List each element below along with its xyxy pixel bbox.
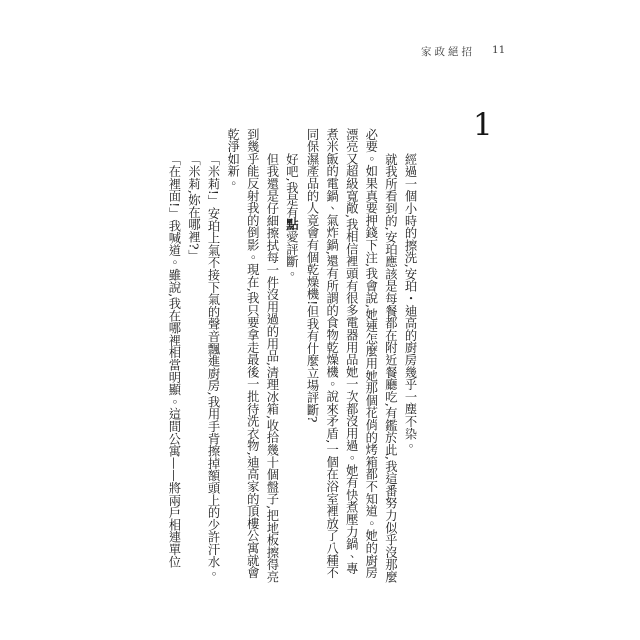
paragraph-text: 但我還是仔細擦拭每一件沒用過的用品,清理冰箱,收拾幾十個盤子,把地板擦得亮到幾乎能反射我的倒影。現在,我只要拿走最後一批待洗衣物,迪高家的頂樓公寓就會乾淨如新。 bbox=[225, 128, 279, 583]
vertical-body-text bbox=[143, 128, 419, 584]
paragraph-text: 經過一個小時的擦洗,安珀・迪高的廚房幾乎一塵不染。 bbox=[403, 152, 417, 452]
paragraph-text: 「米莉,妳在哪裡?」 bbox=[186, 152, 201, 262]
running-header-page-number: 11 bbox=[492, 44, 506, 56]
paragraph-text: 好吧,我是有 bbox=[284, 152, 299, 219]
paragraph-text: 愛評斷。 bbox=[284, 230, 299, 280]
paragraph-text: 就我所看到的,安珀應該是每餐都在附近餐廳吃,有鑑於此,我這番努力似乎沒那麼必要。如果真要押錢下注,我會說,她連怎麼用她那個花俏的烤箱都不知道。她的廚房漂亮又超級寬敞,我相信裡頭有很多電器用品她一次都沒用過。她有快煮壓力鍋、專煮米飯的電鍋、氣炸鍋,還有所謂的食物乾燥機。說來矛盾,一個在浴室裡放了八種不同保濕產品的人竟會有個乾燥機!但我有什麼立場評斷? bbox=[305, 128, 398, 583]
paragraph bbox=[202, 128, 222, 584]
emphasis-text: 點 bbox=[284, 218, 300, 231]
paragraph bbox=[163, 128, 183, 584]
paragraph bbox=[183, 128, 203, 584]
paragraph bbox=[399, 128, 419, 584]
running-header-book-title: 家政絕招 bbox=[421, 46, 475, 58]
paragraph bbox=[301, 128, 399, 584]
paragraph-text: 「米莉!」安珀上氣不接下氣的聲音飄進廚房,我用手背擦掉額頭上的少許汗水。 bbox=[206, 152, 221, 580]
paragraph bbox=[281, 128, 302, 584]
chapter-number: 1 bbox=[473, 107, 493, 143]
paragraph bbox=[222, 128, 281, 584]
paragraph-text: 「在裡面!」我喊道。雖說,我在哪裡相當明顯。這間公寓——將兩戶相連單位 bbox=[166, 152, 181, 568]
